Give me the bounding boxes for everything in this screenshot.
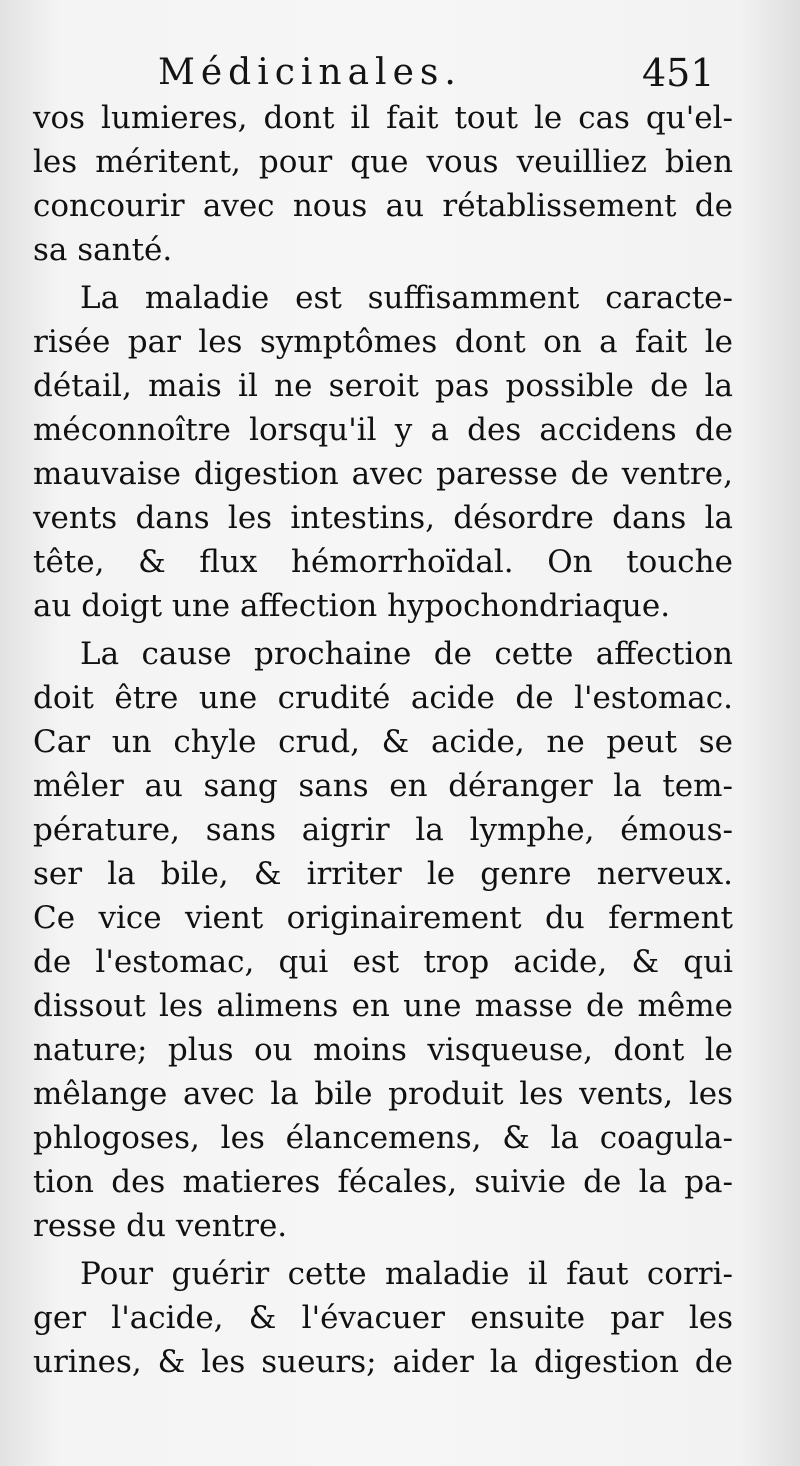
text-line: Ce vice vient originairement du ferment	[33, 900, 733, 936]
text-line: doit être une crudité acide de l'estomac.	[33, 680, 733, 716]
text-line: mêlange avec la bile produit les vents, les	[33, 1076, 733, 1112]
running-head	[0, 48, 800, 98]
text-line: phlogoses, les élancemens, & la coagula-	[33, 1120, 733, 1156]
text-line: vents dans les intestins, désordre dans la	[33, 500, 733, 536]
text-line: les méritent, pour que vous veuilliez bien	[33, 144, 733, 180]
text-line: risée par les symptômes dont on a fait le	[33, 324, 733, 360]
text-line: tion des matieres fécales, suivie de la pa-	[33, 1164, 733, 1200]
text-line: urines, & les sueurs; aider la digestion de	[33, 1344, 733, 1380]
text-line: resse du ventre.	[33, 1208, 288, 1244]
text-line: nature; plus ou moins visqueuse, dont le	[33, 1032, 733, 1068]
text-line: pérature, sans aigrir la lymphe, émous-	[33, 812, 733, 848]
text-line: Pour guérir cette maladie il faut corri-	[80, 1256, 733, 1292]
text-line: vos lumieres, dont il fait tout le cas qu'el-	[33, 100, 733, 136]
text-line: concourir avec nous au rétablissement de	[33, 188, 733, 224]
text-line: ger l'acide, & l'évacuer ensuite par les	[33, 1300, 733, 1336]
page-number: 451	[642, 51, 715, 95]
text-line: sa santé.	[33, 232, 173, 268]
text-line: tête, & flux hémorrhoïdal. On touche	[33, 544, 733, 580]
text-line: ser la bile, & irriter le genre nerveux.	[33, 856, 733, 892]
text-line: de l'estomac, qui est trop acide, & qui	[33, 944, 733, 980]
text-line: méconnoître lorsqu'il y a des accidens de	[33, 412, 733, 448]
text-line: La maladie est suffisamment caracte-	[80, 280, 733, 316]
text-line: au doigt une affection hypochondriaque.	[33, 588, 671, 624]
text-line: détail, mais il ne seroit pas possible de la	[33, 368, 733, 404]
text-line: dissout les alimens en une masse de même	[33, 988, 733, 1024]
text-line: La cause prochaine de cette affection	[80, 636, 733, 672]
text-line: Car un chyle crud, & acide, ne peut se	[33, 724, 733, 760]
text-line: mauvaise digestion avec paresse de ventre,	[33, 456, 733, 492]
text-line: mêler au sang sans en déranger la tem-	[33, 768, 733, 804]
running-title: Médicinales.	[158, 52, 462, 93]
